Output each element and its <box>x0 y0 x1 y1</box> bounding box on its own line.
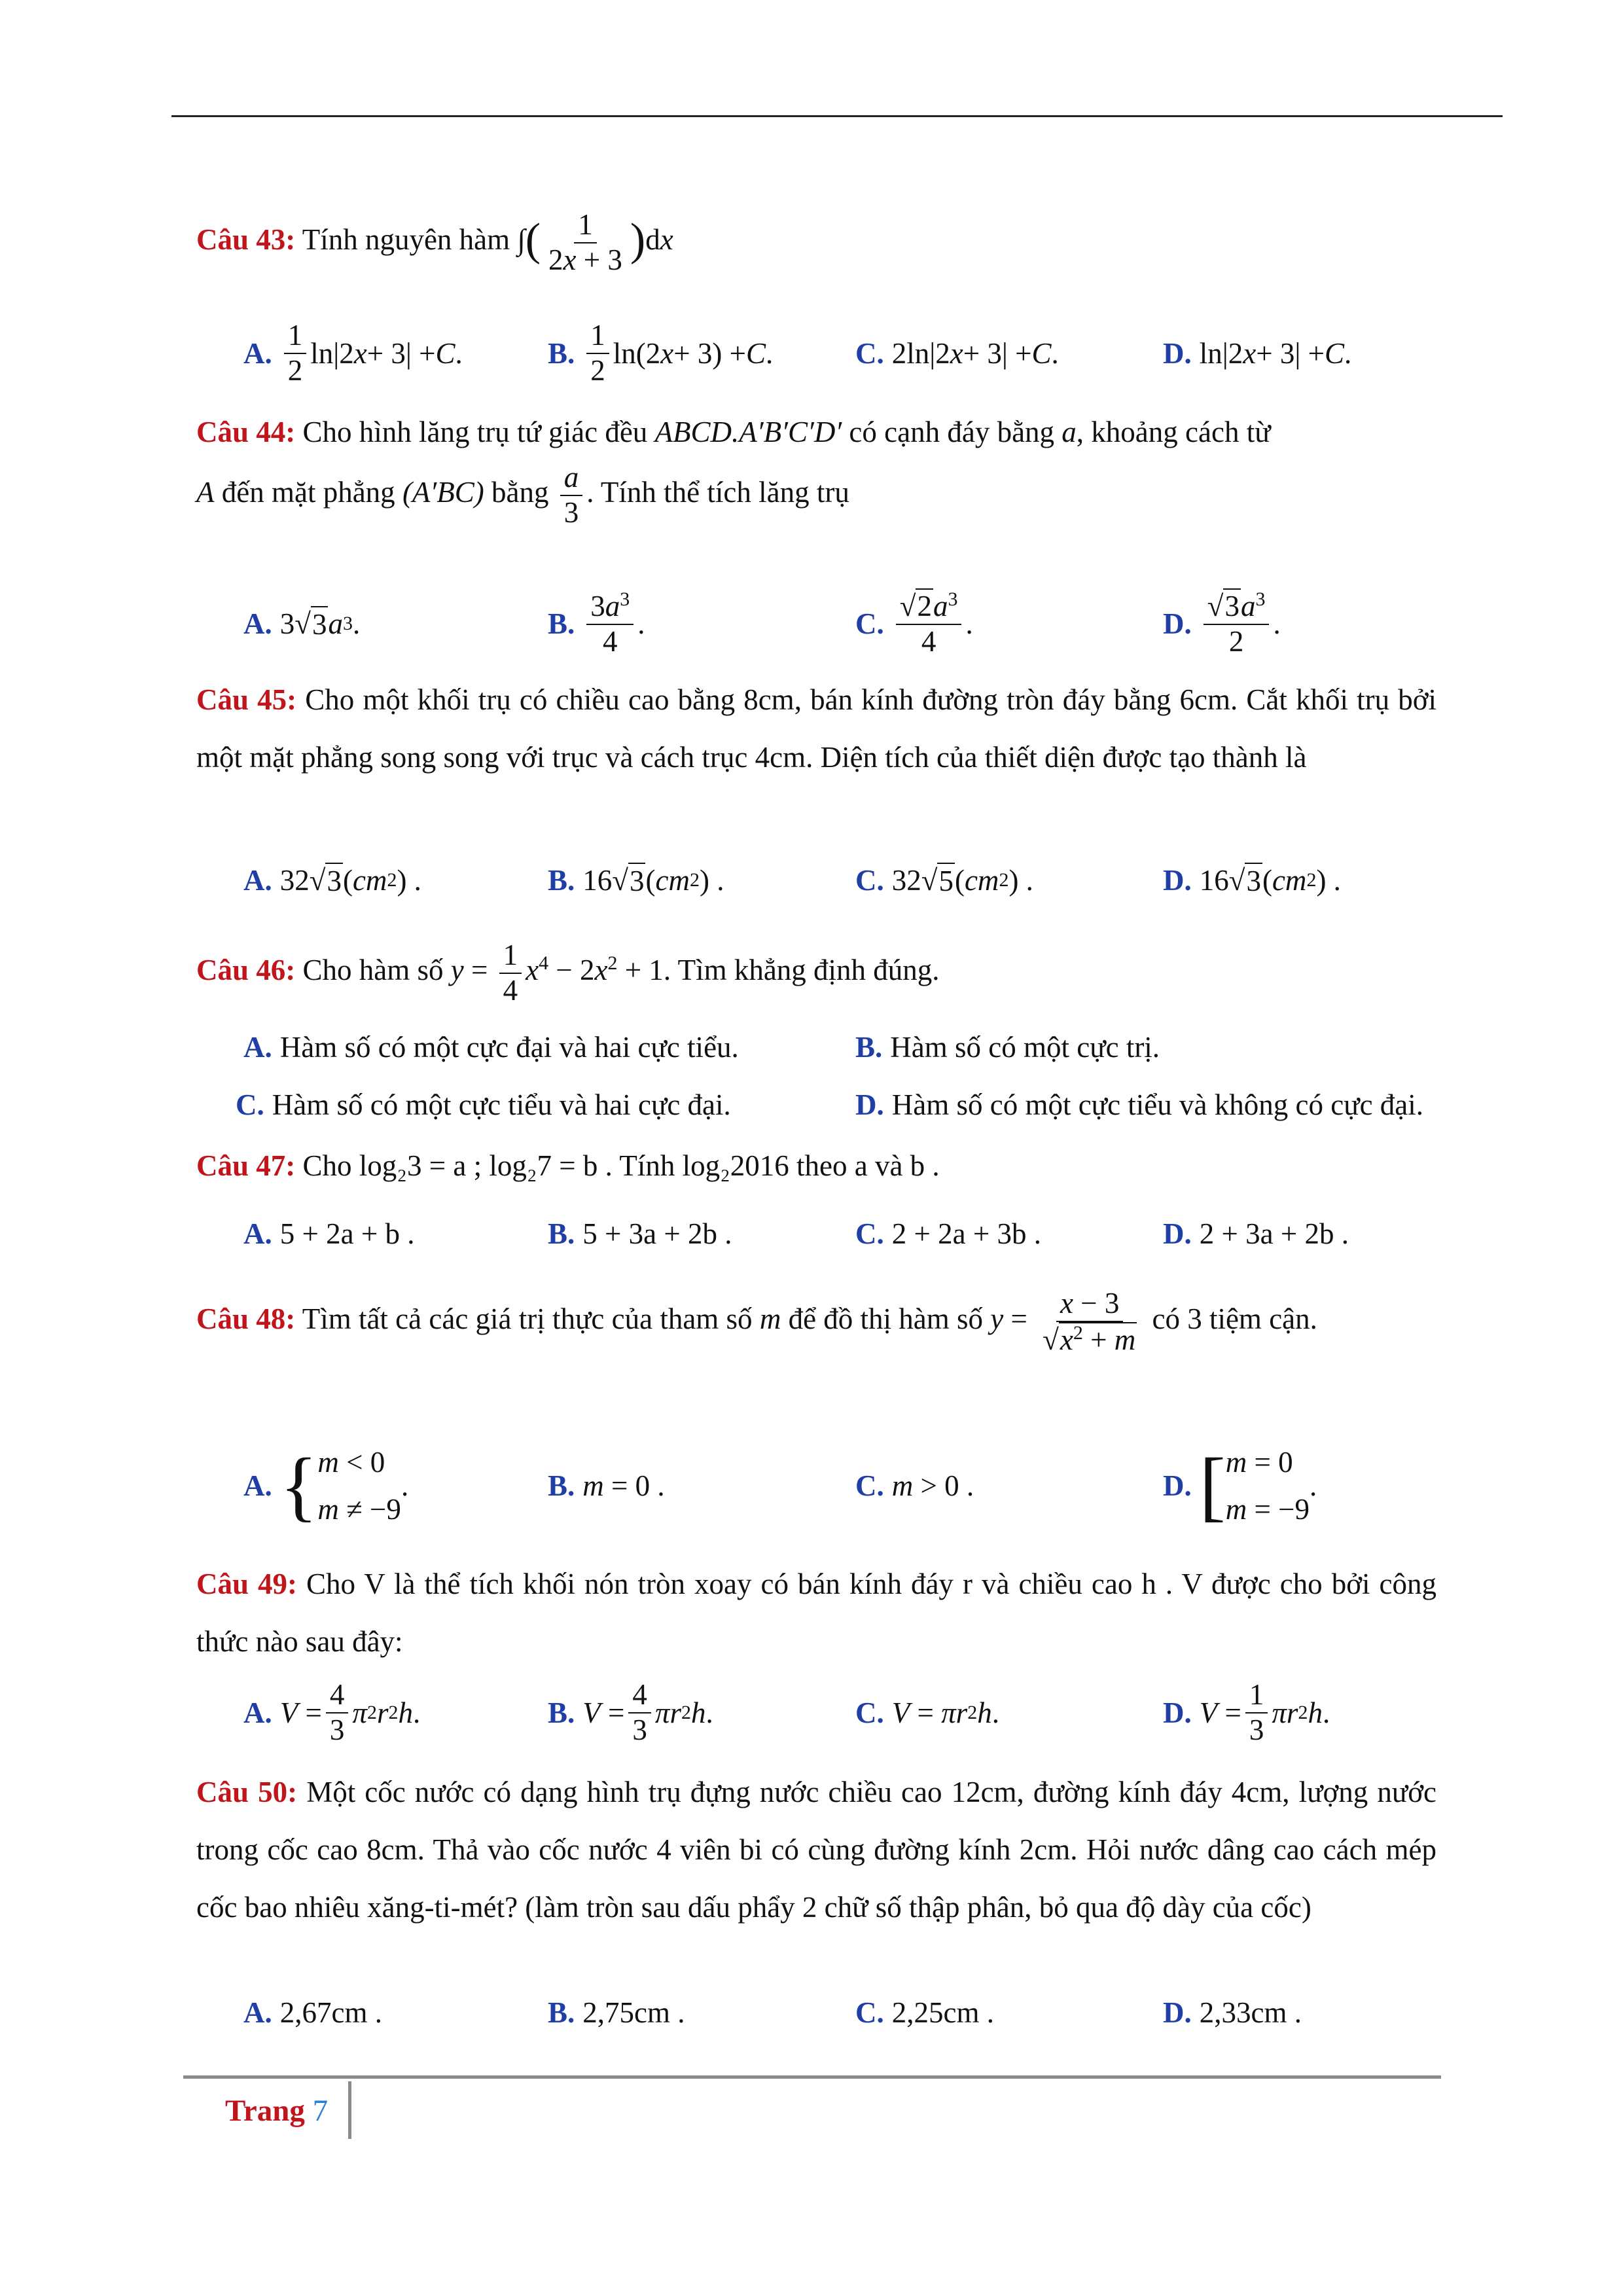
option-b[interactable]: B. m = 0 . <box>548 1469 665 1502</box>
question-label: Câu 47: <box>196 1149 296 1182</box>
question-48: Câu 48: Tìm tất cả các giá trị thực của tham số m để đồ thị hàm số y = $\frac{x - 3}{√x^2 + m}$ có 3 tiệm cận. <box>196 1287 1317 1356</box>
option-b[interactable]: B. V = $\frac{4}{3}$ πr 2 h . <box>548 1678 713 1746</box>
option-d[interactable]: D. 16√ 3 ( cm 2 ) . <box>1163 864 1341 897</box>
option-c[interactable]: C. 2,25cm . <box>855 1996 994 2029</box>
question-43 <box>196 208 1436 278</box>
function-formula: y = $\frac{1}{4}$ $x^4 - 2x^2 + 1$ <box>450 938 664 1007</box>
option-b[interactable]: B. 5 + 3a + 2b . <box>548 1217 732 1250</box>
page-number: Trang 7 <box>225 2094 329 2128</box>
option-b[interactable]: B. 2,75cm . <box>548 1996 685 2029</box>
question-text: Tính nguyên hàm <box>302 223 510 257</box>
option-b[interactable]: B. $\frac{3a^3}{4}$ . <box>548 588 645 658</box>
options-43 <box>196 314 1466 393</box>
options-46-row2 <box>196 1075 1466 1134</box>
option-d[interactable]: D. 2 + 3a + 2b . <box>1163 1217 1349 1250</box>
options-45 <box>196 841 1466 920</box>
question-label: Câu 43: <box>196 223 296 257</box>
options-48 <box>196 1440 1466 1532</box>
option-a[interactable]: A. 5 + 2a + b . <box>243 1217 415 1250</box>
option-a[interactable]: A. 3√ 3 a 3 . <box>243 607 361 641</box>
question-49: Câu 49: Cho V là thể tích khối nón tròn xoay có bán kính đáy r và chiều cao h . V được cho bởi công thức nào sau đây: <box>196 1568 1436 1658</box>
option-d[interactable]: D. 2,33cm . <box>1163 1996 1302 2029</box>
option-c[interactable]: C. V = πr 2 h . <box>855 1696 999 1729</box>
option-a[interactable]: A. { m < 0 m ≠ −9 . <box>243 1442 409 1529</box>
question-44: Câu 44: Cho hình lăng trụ tứ giác đều ABCD.A′B′C′D′ có cạnh đáy bằng a, khoảng cách từ A đến mặt phẳng (A′BC) bằng $\frac{a}{3}$ . Tính thể tích lăng trụ <box>196 416 1271 529</box>
option-c[interactable]: C. 2ln|2 x + 3| + C . <box>855 337 1059 370</box>
option-d[interactable]: D. Hàm số có một cực tiểu và không có cực đại. <box>855 1088 1424 1121</box>
option-c[interactable]: C. 2 + 2a + 3b . <box>855 1217 1041 1250</box>
question-label: Câu 50: <box>196 1776 298 1808</box>
option-c[interactable]: C. 32√ 5 ( cm 2 ) . <box>855 864 1033 897</box>
options-50 <box>196 1983 1466 2042</box>
option-b[interactable]: B. 16√ 3 ( cm 2 ) . <box>548 864 724 897</box>
option-a[interactable]: A. 2,67cm . <box>243 1996 382 2029</box>
footer-rule <box>183 2075 1441 2079</box>
question-45: Câu 45: Cho một khối trụ có chiều cao bằng 8cm, bán kính đường tròn đáy bằng 6cm. Cắt khối trụ bởi một mặt phẳng song song với trục và cách trục 4cm. Diện tích của thiết diện được tạo thành là <box>196 683 1437 774</box>
options-47 <box>196 1204 1466 1263</box>
question-label: Câu 44: <box>196 416 296 448</box>
option-a[interactable]: A. Hàm số có một cực đại và hai cực tiểu. <box>243 1031 739 1064</box>
question-47: Câu 47: Cho log₂3 = a ; log₂7 = b . Tính log₂2016 theo a và b . <box>196 1149 940 1182</box>
question-label: Câu 45: <box>196 683 297 716</box>
function-formula: y = $\frac{x - 3}{√x^2 + m}$ <box>990 1287 1136 1356</box>
question-label: Câu 46: <box>196 954 296 986</box>
options-44 <box>196 584 1466 663</box>
footer-divider <box>348 2081 351 2139</box>
question-50: Câu 50: Một cốc nước có dạng hình trụ đựng nước chiều cao 12cm, đường kính đáy 4cm, lượng nước trong cốc cao 8cm. Thả vào cốc nước 4 viên bi có cùng đường kính 2cm. Hỏi nước dâng cao cách mép cốc bao nhiêu xăng-ti-mét? (làm tròn sau dấu phẩy 2 chữ số thập phân, bỏ qua độ dày của cốc) <box>196 1776 1437 1924</box>
option-c[interactable]: C. $\frac{√2a^3}{4}$ . <box>855 588 973 658</box>
option-a[interactable]: A. 32√ 3 ( cm 2 ) . <box>243 864 421 897</box>
header-rule <box>171 115 1503 117</box>
question-46: Câu 46: Cho hàm số y = $\frac{1}{4}$ $x^4 - 2x^2 + 1$. Tìm khẳng định đúng. <box>196 938 940 1007</box>
options-46-row1 <box>196 1018 1466 1077</box>
question-label: Câu 48: <box>196 1302 296 1336</box>
question-label: Câu 49: <box>196 1568 298 1600</box>
integral-formula: ∫( $\frac{1}{2x + 3}$ )dx <box>517 208 673 276</box>
option-c[interactable]: C. Hàm số có một cực tiểu và hai cực đại. <box>236 1088 731 1121</box>
option-b[interactable]: B. $\frac{1}{2}$ ln(2 x + 3) + C . <box>548 319 774 387</box>
option-a[interactable]: A. $\frac{1}{2}$ ln|2 x + 3| + C . <box>243 319 463 387</box>
options-49 <box>196 1674 1466 1752</box>
option-a[interactable]: A. V = $\frac{4}{3}$ π 2 r 2 h . <box>243 1678 421 1746</box>
option-d[interactable]: D. [ m = 0 m = −9 . <box>1163 1442 1317 1529</box>
option-d[interactable]: D. V = $\frac{1}{3}$ πr 2 h . <box>1163 1678 1330 1746</box>
option-c[interactable]: C. m > 0 . <box>855 1469 974 1502</box>
option-b[interactable]: B. Hàm số có một cực trị. <box>855 1031 1160 1064</box>
option-d[interactable]: D. ln|2 x + 3| + C . <box>1163 337 1352 370</box>
option-d[interactable]: D. $\frac{√3a^3}{2}$ . <box>1163 588 1281 658</box>
